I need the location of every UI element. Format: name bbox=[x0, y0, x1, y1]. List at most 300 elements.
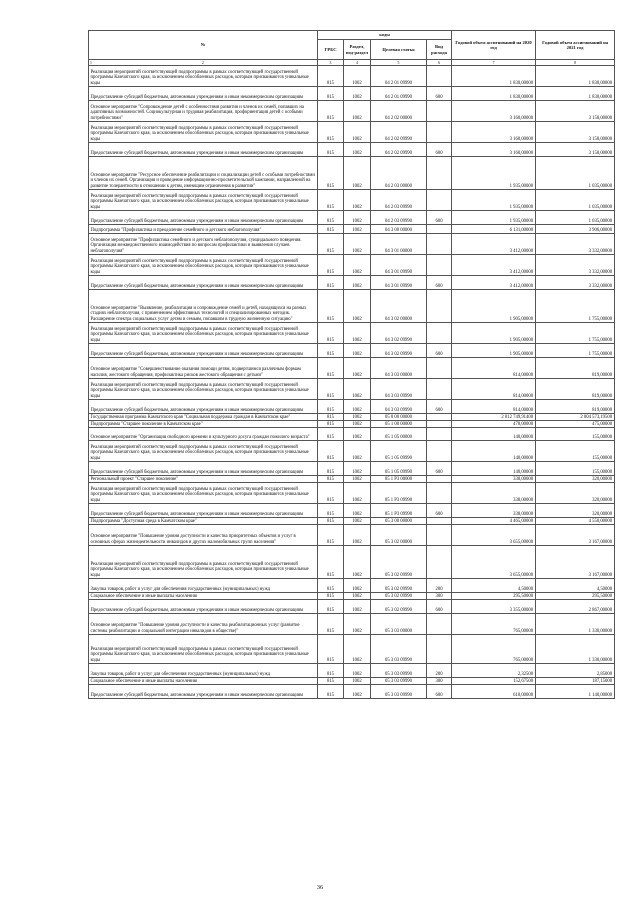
header-target-article: Целевая статья bbox=[371, 40, 427, 60]
row-grbs: 815 bbox=[318, 504, 344, 518]
row-amount-2020: 338,00000 bbox=[452, 483, 536, 504]
row-amount-2021: 819,00000 bbox=[536, 379, 615, 400]
row-amount-2020: 1 905,00000 bbox=[452, 344, 536, 358]
column-number: 4 bbox=[344, 60, 371, 66]
row-name: Подпрограмма "Старшее поколение в Камчатском крае" bbox=[89, 421, 318, 428]
row-amount-2020: 610,00000 bbox=[452, 685, 536, 699]
row-amount-2020: 3 412,00000 bbox=[452, 276, 536, 290]
row-target-article: 05 3 03 09990 bbox=[371, 635, 427, 664]
header-section: Раздел, под-раздел bbox=[344, 40, 371, 60]
row-name: Государственная программа Камчатского края "Социальная поддержка граждан в Камчатском крае" bbox=[89, 414, 318, 421]
row-section: 1002 bbox=[344, 276, 371, 290]
row-target-article: 05 3 03 09990 bbox=[371, 685, 427, 699]
row-amount-2021: 3 332,00000 bbox=[536, 255, 615, 276]
row-grbs: 815 bbox=[318, 614, 344, 635]
row-section: 1002 bbox=[344, 476, 371, 483]
row-section: 1002 bbox=[344, 290, 371, 323]
row-amount-2020: 765,00000 bbox=[452, 635, 536, 664]
row-section: 1002 bbox=[344, 323, 371, 344]
row-grbs: 815 bbox=[318, 441, 344, 462]
row-target-article: 04 3 02 09990 bbox=[371, 344, 427, 358]
table-row bbox=[89, 441, 615, 462]
row-grbs: 815 bbox=[318, 101, 344, 122]
row-amount-2020: 3 160,00000 bbox=[452, 143, 536, 157]
row-amount-2020: 2 012 749,91400 bbox=[452, 414, 536, 421]
row-section: 1002 bbox=[344, 635, 371, 664]
row-expense-type bbox=[427, 428, 452, 441]
row-grbs: 815 bbox=[318, 255, 344, 276]
row-amount-2021: 1 830,00000 bbox=[536, 66, 615, 87]
table-row bbox=[89, 614, 615, 635]
row-amount-2021: 1 330,00000 bbox=[536, 635, 615, 664]
row-amount-2021: 3 906,00000 bbox=[536, 225, 615, 234]
row-amount-2021: 819,00000 bbox=[536, 358, 615, 379]
table-row bbox=[89, 525, 615, 546]
table-row bbox=[89, 323, 615, 344]
row-expense-type: 600 bbox=[427, 400, 452, 414]
row-name: Реализация мероприятий соответствующей подпрограммы в рамках соответствующей государственной программы Камчатского края, за исключением обособленных расходов, которым присваиваются уникальные коды bbox=[89, 190, 318, 211]
table-row bbox=[89, 579, 615, 593]
row-name: Реализация мероприятий соответствующей подпрограммы в рамках соответствующей государственной программы Камчатского края, за исключением обособленных расходов, которым присваиваются уникальные коды bbox=[89, 546, 318, 579]
row-grbs: 815 bbox=[318, 685, 344, 699]
row-expense-type: 300 bbox=[427, 593, 452, 600]
row-amount-2021: 4,50000 bbox=[536, 579, 615, 593]
table-row bbox=[89, 678, 615, 685]
table-row bbox=[89, 143, 615, 157]
row-expense-type: 600 bbox=[427, 600, 452, 614]
row-target-article: 05 1 P3 09990 bbox=[371, 504, 427, 518]
column-number: 8 bbox=[536, 60, 615, 66]
row-amount-2021: 3 167,00000 bbox=[536, 525, 615, 546]
row-amount-2020: 1 905,00000 bbox=[452, 290, 536, 323]
row-grbs: 815 bbox=[318, 157, 344, 190]
table-row bbox=[89, 400, 615, 414]
row-section: 1002 bbox=[344, 483, 371, 504]
row-section: 1002 bbox=[344, 66, 371, 87]
row-name: Основное мероприятие "Повышение уровня доступности и качества реабилитационных услуг (развитие системы реабилитации и социальной интеграции инвалидов в обществе)" bbox=[89, 614, 318, 635]
row-target-article: 05 3 00 00000 bbox=[371, 518, 427, 525]
row-amount-2021: 1 330,00000 bbox=[536, 614, 615, 635]
table-row bbox=[89, 518, 615, 525]
header-amount-2021: Годовой объем ассигнований на 2021 год bbox=[536, 31, 615, 60]
column-number: 3 bbox=[318, 60, 344, 66]
row-name: Предоставление субсидий бюджетным, автономным учреждениям и иным некоммерческим организациям bbox=[89, 504, 318, 518]
row-grbs: 815 bbox=[318, 211, 344, 225]
row-name: Региональный проект "Старшее поколение" bbox=[89, 476, 318, 483]
row-target-article: 05 3 02 09990 bbox=[371, 579, 427, 593]
row-amount-2020: 295,50000 bbox=[452, 593, 536, 600]
row-amount-2020: 3 655,00000 bbox=[452, 525, 536, 546]
row-expense-type: 600 bbox=[427, 276, 452, 290]
row-section: 1002 bbox=[344, 664, 371, 678]
row-amount-2020: 338,00000 bbox=[452, 476, 536, 483]
row-grbs: 815 bbox=[318, 234, 344, 255]
row-grbs: 815 bbox=[318, 143, 344, 157]
row-amount-2021: 320,00000 bbox=[536, 483, 615, 504]
table-row bbox=[89, 211, 615, 225]
row-amount-2020: 140,00000 bbox=[452, 428, 536, 441]
table-row bbox=[89, 483, 615, 504]
row-name: Реализация мероприятий соответствующей подпрограммы в рамках соответствующей государственной программы Камчатского края, за исключением обособленных расходов, которым присваиваются уникальные коды bbox=[89, 635, 318, 664]
table-row bbox=[89, 546, 615, 579]
row-amount-2021: 2 867,00000 bbox=[536, 600, 615, 614]
page-number: 36 bbox=[316, 884, 324, 891]
row-target-article: 04 3 03 09990 bbox=[371, 379, 427, 400]
row-section: 1002 bbox=[344, 379, 371, 400]
row-grbs: 815 bbox=[318, 476, 344, 483]
row-name: Реализация мероприятий соответствующей подпрограммы в рамках соответствующей государственной программы Камчатского края, за исключением обособленных расходов, которым присваиваются уникальные коды bbox=[89, 483, 318, 504]
row-name: Предоставление субсидий бюджетным, автономным учреждениям и иным некоммерческим организациям bbox=[89, 143, 318, 157]
table-row bbox=[89, 87, 615, 101]
row-name: Предоставление субсидий бюджетным, автономным учреждениям и иным некоммерческим организациям bbox=[89, 400, 318, 414]
row-expense-type: 200 bbox=[427, 579, 452, 593]
table-row bbox=[89, 685, 615, 699]
row-amount-2021: 320,00000 bbox=[536, 504, 615, 518]
row-name: Предоставление субсидий бюджетным, автономным учреждениям и иным некоммерческим организациям bbox=[89, 87, 318, 101]
row-amount-2020: 478,00000 bbox=[452, 421, 536, 428]
table-row bbox=[89, 344, 615, 358]
row-name: Подпрограмма "Профилактика и преодоление семейного и детского неблагополучия" bbox=[89, 225, 318, 234]
row-name: Реализация мероприятий соответствующей подпрограммы в рамках соответствующей государственной программы Камчатского края, за исключением обособленных расходов, которым присваиваются уникальные коды bbox=[89, 122, 318, 143]
row-amount-2021: 4 550,00000 bbox=[536, 518, 615, 525]
table-row bbox=[89, 157, 615, 190]
row-target-article: 05 3 02 00000 bbox=[371, 525, 427, 546]
row-name: Реализация мероприятий соответствующей подпрограммы в рамках соответствующей государственной программы Камчатского края, за исключением обособленных расходов, которым присваиваются уникальные коды bbox=[89, 255, 318, 276]
row-amount-2021: 155,00000 bbox=[536, 441, 615, 462]
row-amount-2021: 1 755,00000 bbox=[536, 323, 615, 344]
row-amount-2021: 1 035,00000 bbox=[536, 190, 615, 211]
row-amount-2021: 1 755,00000 bbox=[536, 290, 615, 323]
row-target-article: 04 2 02 09990 bbox=[371, 143, 427, 157]
row-amount-2020: 3 160,00000 bbox=[452, 101, 536, 122]
row-grbs: 815 bbox=[318, 546, 344, 579]
row-amount-2020: 4,50000 bbox=[452, 579, 536, 593]
table-row bbox=[89, 379, 615, 400]
row-grbs: 815 bbox=[318, 225, 344, 234]
row-target-article: 04 3 02 09990 bbox=[371, 323, 427, 344]
row-expense-type: 200 bbox=[427, 664, 452, 678]
row-section: 1002 bbox=[344, 211, 371, 225]
row-target-article: 04 2 02 09990 bbox=[371, 122, 427, 143]
row-amount-2020: 140,00000 bbox=[452, 462, 536, 476]
row-target-article: 04 3 03 00000 bbox=[371, 358, 427, 379]
row-amount-2021: 295,50000 bbox=[536, 593, 615, 600]
row-amount-2020: 1 830,00000 bbox=[452, 66, 536, 87]
row-grbs: 815 bbox=[318, 462, 344, 476]
row-expense-type bbox=[427, 66, 452, 87]
row-name: Реализация мероприятий соответствующей подпрограммы в рамках соответствующей государственной программы Камчатского края, за исключением обособленных расходов, которым присваиваются уникальные коды bbox=[89, 66, 318, 87]
row-expense-type bbox=[427, 157, 452, 190]
table-row bbox=[89, 66, 615, 87]
row-amount-2021: 320,00000 bbox=[536, 476, 615, 483]
row-name: Закупка товаров, работ и услуг для обеспечения государственных (муниципальных) нужд bbox=[89, 579, 318, 593]
header-codes: коды bbox=[318, 31, 452, 40]
row-grbs: 815 bbox=[318, 678, 344, 685]
row-grbs: 815 bbox=[318, 635, 344, 664]
row-amount-2020: 3 412,00000 bbox=[452, 234, 536, 255]
table-row bbox=[89, 414, 615, 421]
row-name: Реализация мероприятий соответствующей подпрограммы в рамках соответствующей государственной программы Камчатского края, за исключением обособленных расходов, которым присваиваются уникальные коды bbox=[89, 379, 318, 400]
row-target-article: 04 2 01 09990 bbox=[371, 87, 427, 101]
row-section: 1002 bbox=[344, 101, 371, 122]
row-grbs: 815 bbox=[318, 600, 344, 614]
row-amount-2020: 3 160,00000 bbox=[452, 122, 536, 143]
row-amount-2020: 3 655,00000 bbox=[452, 546, 536, 579]
row-amount-2021: 3 332,00000 bbox=[536, 234, 615, 255]
row-section: 1002 bbox=[344, 190, 371, 211]
column-number: 6 bbox=[427, 60, 452, 66]
row-grbs: 815 bbox=[318, 483, 344, 504]
row-target-article: 05 3 03 09990 bbox=[371, 678, 427, 685]
row-expense-type bbox=[427, 525, 452, 546]
row-amount-2020: 338,00000 bbox=[452, 504, 536, 518]
row-expense-type: 600 bbox=[427, 87, 452, 101]
row-grbs: 815 bbox=[318, 400, 344, 414]
row-target-article: 05 3 02 09990 bbox=[371, 546, 427, 579]
row-expense-type: 600 bbox=[427, 462, 452, 476]
row-expense-type: 600 bbox=[427, 211, 452, 225]
row-amount-2021: 3 158,00000 bbox=[536, 122, 615, 143]
row-amount-2020: 814,00000 bbox=[452, 379, 536, 400]
row-grbs: 815 bbox=[318, 428, 344, 441]
row-target-article: 05 3 03 00000 bbox=[371, 614, 427, 635]
row-amount-2021: 2 004 573,19500 bbox=[536, 414, 615, 421]
row-expense-type: 600 bbox=[427, 685, 452, 699]
row-grbs: 815 bbox=[318, 664, 344, 678]
budget-table-sheet bbox=[88, 30, 614, 699]
row-expense-type: 300 bbox=[427, 678, 452, 685]
row-target-article: 04 2 02 00000 bbox=[371, 101, 427, 122]
row-amount-2020: 814,00000 bbox=[452, 400, 536, 414]
row-amount-2021: 819,00000 bbox=[536, 400, 615, 414]
row-expense-type bbox=[427, 476, 452, 483]
table-row bbox=[89, 428, 615, 441]
row-target-article: 04 2 01 09990 bbox=[371, 66, 427, 87]
row-expense-type bbox=[427, 379, 452, 400]
row-section: 1002 bbox=[344, 600, 371, 614]
table-row bbox=[89, 276, 615, 290]
row-grbs: 815 bbox=[318, 290, 344, 323]
row-grbs: 815 bbox=[318, 276, 344, 290]
row-name: Социальное обеспечение и иные выплаты населению bbox=[89, 678, 318, 685]
table-row bbox=[89, 190, 615, 211]
row-amount-2021: 155,00000 bbox=[536, 462, 615, 476]
row-name: Социальное обеспечение и иные выплаты населению bbox=[89, 593, 318, 600]
row-amount-2021: 155,00000 bbox=[536, 428, 615, 441]
header-expense-type: Вид расхода bbox=[427, 40, 452, 60]
row-name: Основное мероприятие "Повышение уровня доступности и качества приоритетных объектов и услуг в основных сферах жизнедеятельности инвалидов и других маломобильных групп населения" bbox=[89, 525, 318, 546]
row-target-article: 04 3 01 09990 bbox=[371, 255, 427, 276]
row-amount-2021: 3 167,00000 bbox=[536, 546, 615, 579]
row-section: 1002 bbox=[344, 614, 371, 635]
row-name: Предоставление субсидий бюджетным, автономным учреждениям и иным некоммерческим организациям bbox=[89, 462, 318, 476]
row-section: 1002 bbox=[344, 593, 371, 600]
row-amount-2021: 2,85000 bbox=[536, 664, 615, 678]
row-amount-2020: 814,00000 bbox=[452, 358, 536, 379]
table-row bbox=[89, 225, 615, 234]
table-row bbox=[89, 462, 615, 476]
row-grbs: 815 bbox=[318, 323, 344, 344]
row-amount-2020: 4 465,00000 bbox=[452, 518, 536, 525]
row-section: 1002 bbox=[344, 441, 371, 462]
row-name: Реализация мероприятий соответствующей подпрограммы в рамках соответствующей государственной программы Камчатского края, за исключением обособленных расходов, которым присваиваются уникальные коды bbox=[89, 441, 318, 462]
row-name: Закупка товаров, работ и услуг для обеспечения государственных (муниципальных) нужд bbox=[89, 664, 318, 678]
row-section: 1002 bbox=[344, 678, 371, 685]
row-target-article: 04 3 00 00000 bbox=[371, 225, 427, 234]
row-section: 1002 bbox=[344, 400, 371, 414]
budget-allocation-table bbox=[88, 30, 615, 699]
row-name: Предоставление субсидий бюджетным, автономным учреждениям и иным некоммерческим организациям bbox=[89, 276, 318, 290]
row-grbs: 815 bbox=[318, 122, 344, 143]
row-expense-type bbox=[427, 255, 452, 276]
row-grbs: 815 bbox=[318, 379, 344, 400]
row-amount-2020: 1 905,00000 bbox=[452, 323, 536, 344]
table-row bbox=[89, 600, 615, 614]
row-amount-2021: 1 035,00000 bbox=[536, 157, 615, 190]
column-number: 2 bbox=[201, 60, 204, 65]
row-amount-2021: 3 158,00000 bbox=[536, 143, 615, 157]
row-amount-2020: 3 355,00000 bbox=[452, 600, 536, 614]
row-grbs: 815 bbox=[318, 593, 344, 600]
row-section: 1002 bbox=[344, 414, 371, 421]
row-expense-type: 600 bbox=[427, 344, 452, 358]
row-target-article: 05 0 00 00000 bbox=[371, 414, 427, 421]
table-row bbox=[89, 255, 615, 276]
row-expense-type: 600 bbox=[427, 504, 452, 518]
row-section: 1002 bbox=[344, 143, 371, 157]
row-section: 1002 bbox=[344, 87, 371, 101]
row-target-article: 04 3 01 00000 bbox=[371, 234, 427, 255]
row-section: 1002 bbox=[344, 122, 371, 143]
row-expense-type bbox=[427, 290, 452, 323]
row-name: Предоставление субсидий бюджетным, автономным учреждениям и иным некоммерческим организациям bbox=[89, 600, 318, 614]
row-target-article: 04 3 02 00000 bbox=[371, 290, 427, 323]
table-row bbox=[89, 635, 615, 664]
row-section: 1002 bbox=[344, 344, 371, 358]
row-amount-2021: 187,15000 bbox=[536, 678, 615, 685]
row-expense-type bbox=[427, 518, 452, 525]
row-target-article: 05 3 02 09990 bbox=[371, 600, 427, 614]
row-target-article: 04 2 03 09990 bbox=[371, 211, 427, 225]
row-section: 1002 bbox=[344, 428, 371, 441]
row-target-article: 04 2 03 09990 bbox=[371, 190, 427, 211]
row-expense-type: 600 bbox=[427, 143, 452, 157]
row-amount-2020: 1 935,00000 bbox=[452, 211, 536, 225]
row-target-article: 04 3 03 09990 bbox=[371, 400, 427, 414]
table-row bbox=[89, 290, 615, 323]
row-amount-2021: 1 140,00000 bbox=[536, 685, 615, 699]
row-target-article: 05 1 05 09990 bbox=[371, 441, 427, 462]
row-name: Основное мероприятие "Организация свободного времени и культурного досуга граждан пожилого возраста" bbox=[89, 428, 318, 441]
row-expense-type bbox=[427, 122, 452, 143]
row-target-article: 04 3 01 09990 bbox=[371, 276, 427, 290]
row-section: 1002 bbox=[344, 225, 371, 234]
row-expense-type bbox=[427, 421, 452, 428]
row-amount-2020: 765,00000 bbox=[452, 614, 536, 635]
row-amount-2020: 140,00000 bbox=[452, 441, 536, 462]
row-amount-2020: 1 830,00000 bbox=[452, 87, 536, 101]
column-number: 1 bbox=[90, 60, 92, 65]
row-section: 1002 bbox=[344, 504, 371, 518]
row-grbs: 815 bbox=[318, 525, 344, 546]
row-name: Основное мероприятие "Ресурсное обеспечение реабилитации и социализации детей с особыми потребностями и членов их семей. Организация и проведение информационно-просветительской кампании, направленной на развитие толерантности в отношении к детям, имеющим ограничения в развитии" bbox=[89, 157, 318, 190]
row-name: Основное мероприятие "Выявление, реабилитация и сопровождение семей и детей, находящихся на разных стадиях неблагополучия, с применением эффективных технологий и специализированных методик. Расширение спектра социальных услуг детям и семьям, попавшим в трудную жизненную ситуацию" bbox=[89, 290, 318, 323]
table-row bbox=[89, 101, 615, 122]
row-amount-2020: 6 131,00000 bbox=[452, 225, 536, 234]
row-grbs: 815 bbox=[318, 414, 344, 421]
table-row bbox=[89, 421, 615, 428]
row-section: 1002 bbox=[344, 546, 371, 579]
row-name: Подпрограмма "Доступная среда в Камчатском крае" bbox=[89, 518, 318, 525]
table-body bbox=[89, 60, 615, 699]
row-amount-2021: 1 035,00000 bbox=[536, 211, 615, 225]
row-section: 1002 bbox=[344, 255, 371, 276]
row-amount-2021: 475,00000 bbox=[536, 421, 615, 428]
row-name: Предоставление субсидий бюджетным, автономным учреждениям и иным некоммерческим организациям bbox=[89, 211, 318, 225]
header-no: № bbox=[89, 31, 318, 60]
row-target-article: 05 1 05 00000 bbox=[371, 428, 427, 441]
row-section: 1002 bbox=[344, 358, 371, 379]
row-target-article: 05 1 05 09990 bbox=[371, 462, 427, 476]
row-expense-type bbox=[427, 101, 452, 122]
row-expense-type bbox=[427, 414, 452, 421]
row-grbs: 815 bbox=[318, 87, 344, 101]
row-grbs: 815 bbox=[318, 66, 344, 87]
row-expense-type bbox=[427, 546, 452, 579]
row-expense-type bbox=[427, 614, 452, 635]
table-row bbox=[89, 664, 615, 678]
row-amount-2020: 2,32500 bbox=[452, 664, 536, 678]
row-expense-type bbox=[427, 190, 452, 211]
row-name: Реализация мероприятий соответствующей подпрограммы в рамках соответствующей государственной программы Камчатского края, за исключением обособленных расходов, которым присваиваются уникальные коды bbox=[89, 323, 318, 344]
row-target-article: 05 1 00 00000 bbox=[371, 421, 427, 428]
column-number: 5 bbox=[371, 60, 427, 66]
table-row bbox=[89, 593, 615, 600]
row-section: 1002 bbox=[344, 234, 371, 255]
row-expense-type bbox=[427, 323, 452, 344]
table-row bbox=[89, 234, 615, 255]
row-expense-type bbox=[427, 358, 452, 379]
table-row bbox=[89, 122, 615, 143]
row-name: Предоставление субсидий бюджетным, автономным учреждениям и иным некоммерческим организациям bbox=[89, 344, 318, 358]
table-row bbox=[89, 476, 615, 483]
row-target-article: 05 3 02 09990 bbox=[371, 593, 427, 600]
table-row bbox=[89, 358, 615, 379]
table-row bbox=[89, 504, 615, 518]
row-grbs: 815 bbox=[318, 579, 344, 593]
row-section: 1002 bbox=[344, 525, 371, 546]
row-section: 1002 bbox=[344, 685, 371, 699]
row-expense-type bbox=[427, 635, 452, 664]
row-grbs: 815 bbox=[318, 344, 344, 358]
row-target-article: 05 1 P3 00000 bbox=[371, 476, 427, 483]
row-target-article: 04 2 03 00000 bbox=[371, 157, 427, 190]
row-section: 1002 bbox=[344, 421, 371, 428]
row-section: 1002 bbox=[344, 462, 371, 476]
row-expense-type bbox=[427, 234, 452, 255]
row-amount-2021: 3 332,00000 bbox=[536, 276, 615, 290]
row-section: 1002 bbox=[344, 157, 371, 190]
row-expense-type bbox=[427, 483, 452, 504]
row-name: Предоставление субсидий бюджетным, автономным учреждениям и иным некоммерческим организациям bbox=[89, 685, 318, 699]
table-header bbox=[89, 31, 615, 60]
row-name: Основное мероприятие "Профилактика семейного и детского неблагополучия, суицидального поведения. Организация межведомственного взаимодействия по вопросам профилактики и выявления случаев неблагополучия" bbox=[89, 234, 318, 255]
row-amount-2020: 1 935,00000 bbox=[452, 190, 536, 211]
row-section: 1002 bbox=[344, 579, 371, 593]
header-grbs: ГРБС bbox=[318, 40, 344, 60]
row-grbs: 815 bbox=[318, 518, 344, 525]
row-target-article: 05 3 03 09990 bbox=[371, 664, 427, 678]
